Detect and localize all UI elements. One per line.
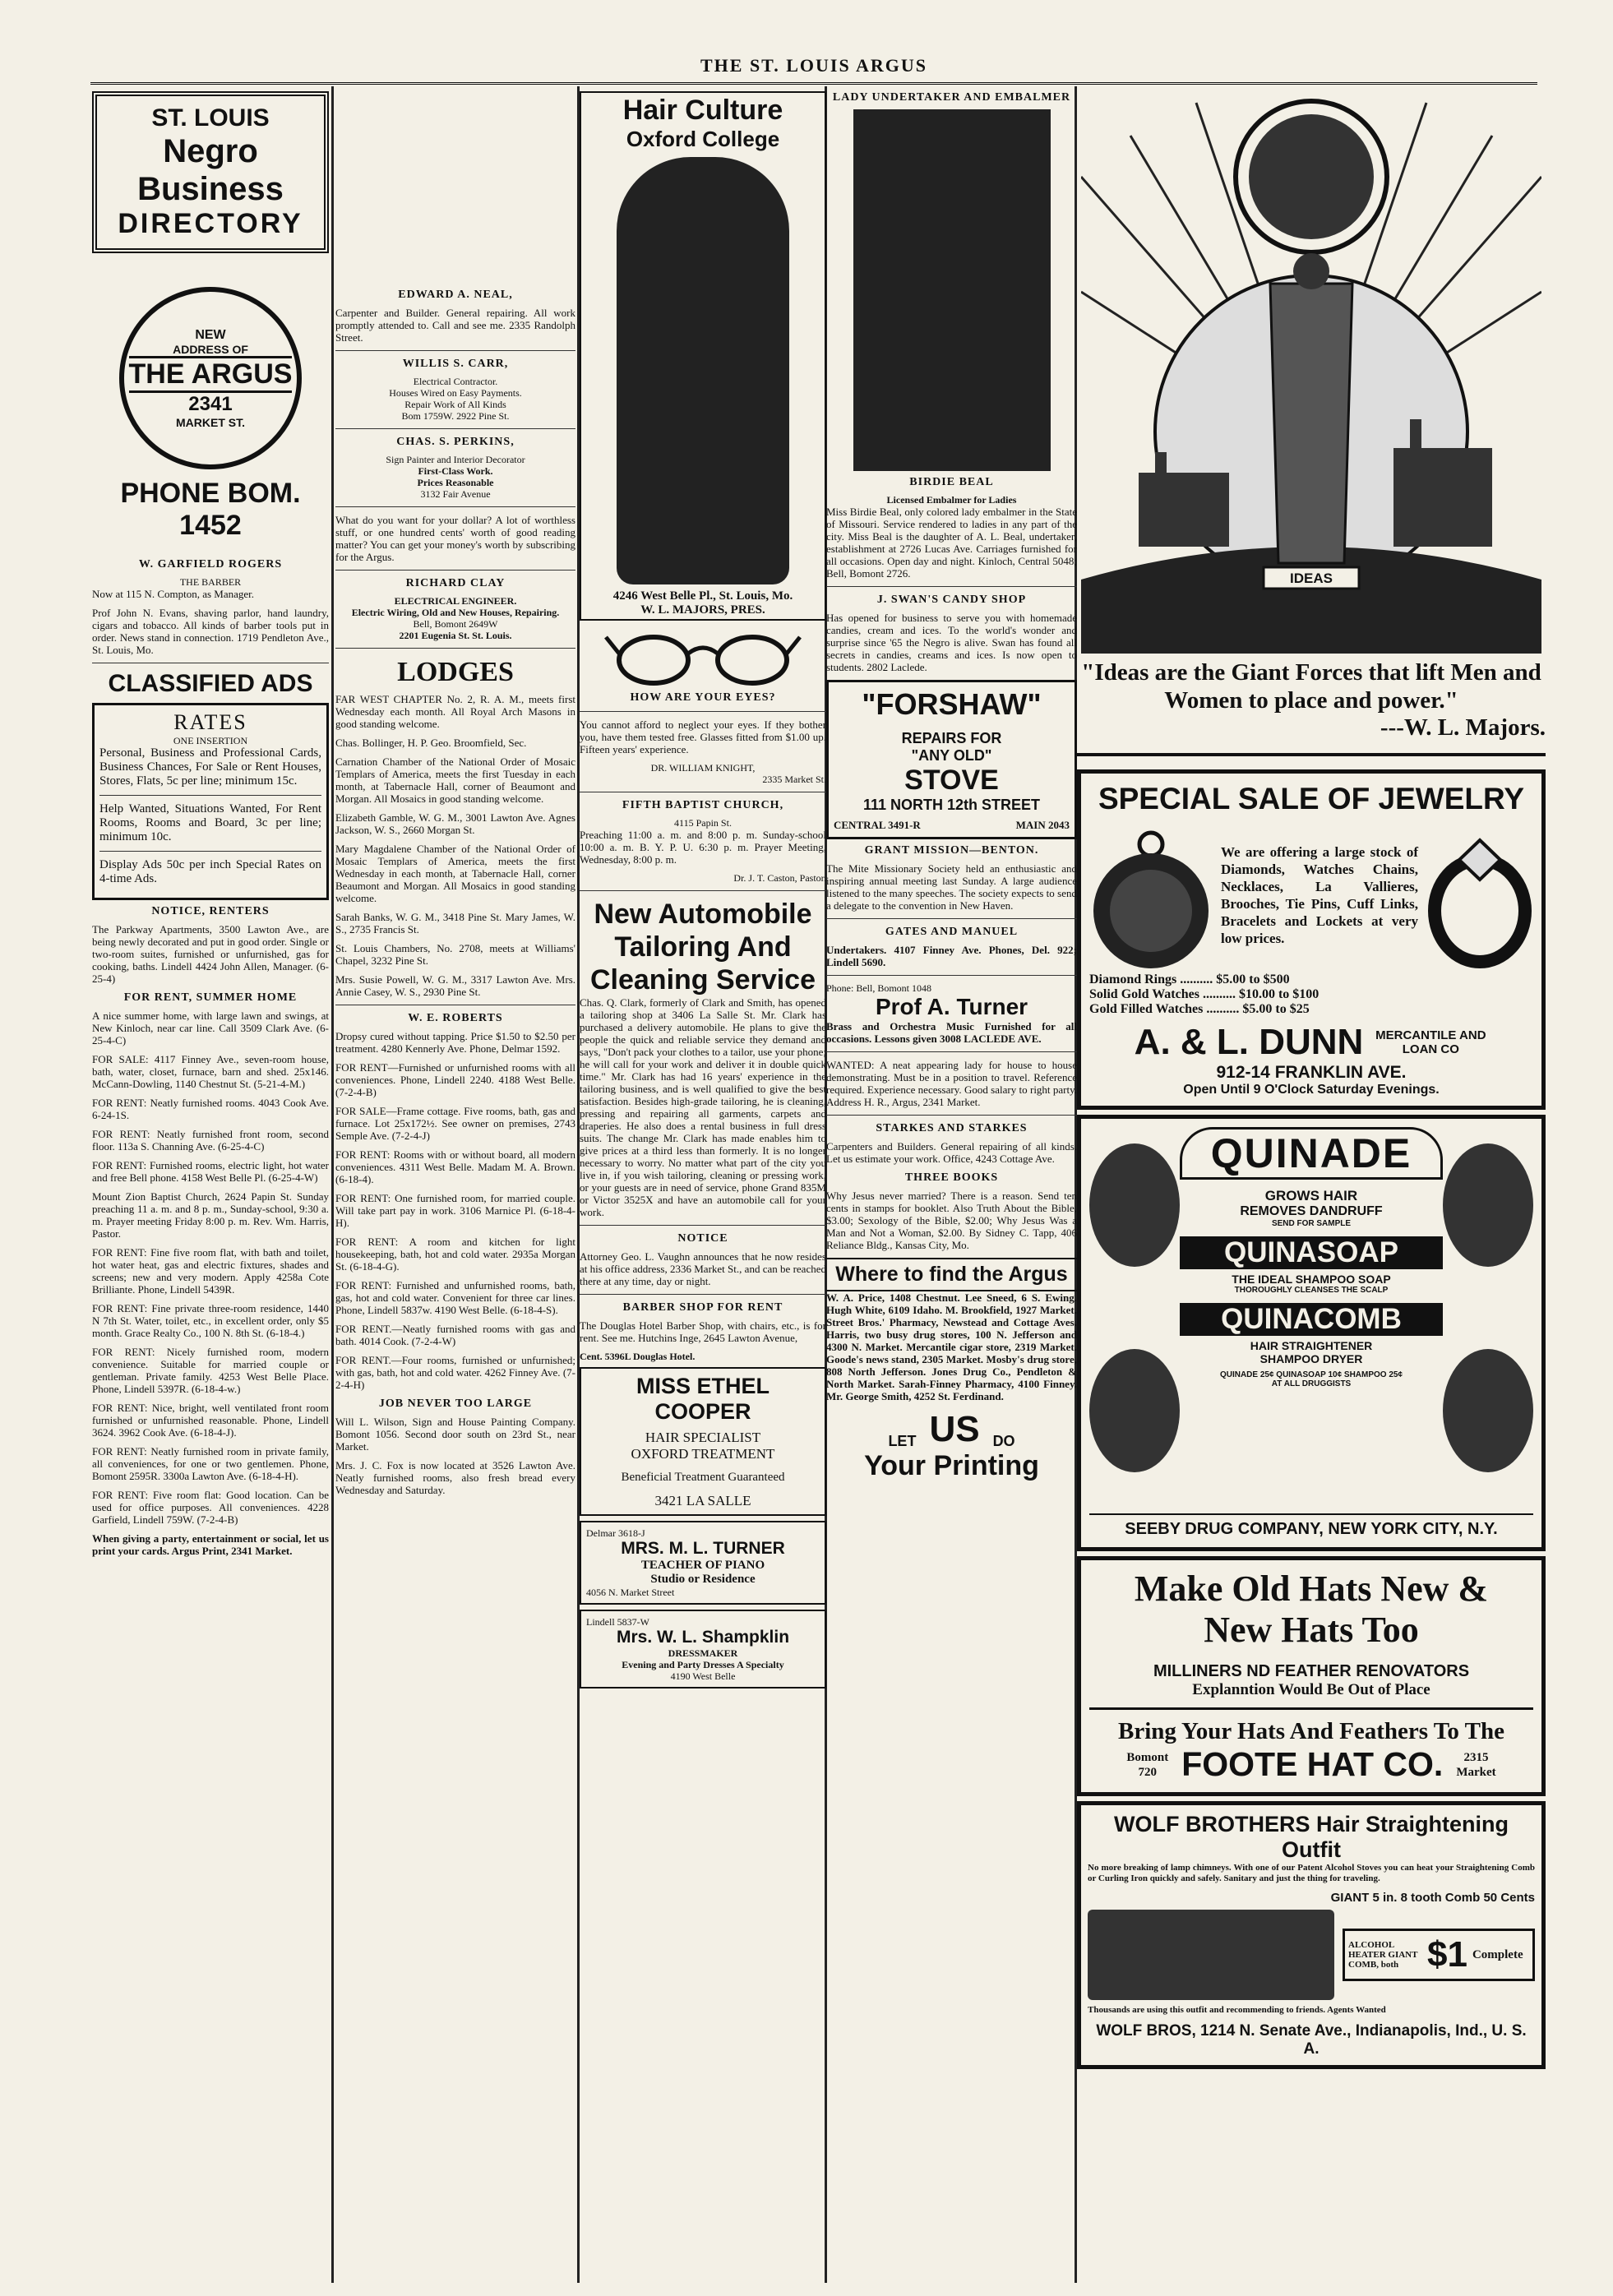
divider — [335, 506, 575, 507]
wolf-price: $1 — [1427, 1934, 1467, 1975]
divider — [826, 975, 1077, 976]
directory-subtitle: DIRECTORY — [118, 208, 303, 239]
shampklin-line: DRESSMAKER — [668, 1647, 738, 1659]
eyes-text: You cannot afford to neglect your eyes. If they bother you, have them tested free. Glasses fitted from $1.00 up. Fifteen years' experience. — [580, 718, 826, 755]
undertaker-text: Miss Birdie Beal, only colored lady embalmer in the State of Missouri. Service rendered to ladies in any part of the city. Miss Beal is the daughter of A. L. Beal, undertaker, establishment at 2726 Lucas Ave. Carriages furnished for all occasions. Open day and night. Kinloch, Central 5048; Bell, Bomont 2726. — [826, 506, 1077, 580]
classified-ad: FOR RENT: Nicely furnished room, modern convenience. Suitable for married couple or gentleman. Private family. 4253 West Belle Place. Phone, Lindell 5397R. (6-18-4-w.) — [92, 1346, 329, 1395]
classified-ad: FOR RENT.—Four rooms, furnished or unfurnished; with gas, bath, hot and cold water. 4262 Finney Ave. (7-2-4-H) — [335, 1354, 575, 1391]
turner-line: 4056 N. Market Street — [586, 1587, 675, 1598]
wolf-price-box — [1343, 1929, 1535, 1981]
quinade-title: QUINADE — [1180, 1127, 1443, 1180]
seal-address-of: ADDRESS OF — [173, 342, 248, 356]
auto-heading: Tailoring And — [614, 931, 792, 963]
books-title: THREE BOOKS — [904, 1171, 999, 1184]
gates-text: Undertakers. 4107 Finney Ave. Phones, Del. 922; Lindell 5690. — [826, 944, 1077, 968]
lodge-notice: Mary Magdalene Chamber of the National Order of Mosaic Templars of America, meets the first Wednesday in each month, at Tabernacle Hall, corner Beaumont and Morgan. All Mosaics in good standing welcome. — [335, 843, 575, 904]
lodge-notice: Carnation Chamber of the National Order of Mosaic Templars of America, meets the first Tuesday in each month, at Tabernacle Hall, corner of Beaumont and Morgan. All Mosaics in good standing welcome. — [335, 755, 575, 805]
classified-ad: FOR SALE: 4117 Finney Ave., seven-room house, bath, water, closet, furnace, barn and shed. 25x146. McCann-Dowling, 1140 Chestnut St. (5-21-4-M.) — [92, 1053, 329, 1090]
let-us-do — [826, 1409, 1077, 1450]
dropsy-text: Dropsy cured without tapping. Price $1.50 to $2.50 per treatment. 4280 Kennerly Ave. Phone, Delmar 1592. — [335, 1030, 575, 1055]
foote-address-line: 2315 — [1463, 1750, 1489, 1764]
forshaw-phones — [834, 819, 1070, 832]
classified-ad: FOR RENT: Rooms with or without board, all modern conveniences. 4311 West Belle. Madam M. A. Brown. (6-18-4). — [335, 1148, 575, 1185]
classified-ad: FOR RENT: Five room flat: Good location. Can be used for office purposes. All conveniences. 4228 Garfield, Lindell 759W. (7-2-4-B) — [92, 1489, 329, 1526]
starkes-text: Carpenters and Builders. General repairing of all kinds. Let us estimate your work. Office, 4243 Cottage Ave. — [826, 1140, 1077, 1165]
hair-culture-subtitle: Oxford College — [626, 127, 780, 151]
lodges-heading: LODGES — [397, 657, 514, 687]
roberts-name: W. E. ROBERTS — [408, 1012, 503, 1024]
divider — [826, 586, 1077, 587]
ideas-quote: "Ideas are the Giant Forces that lift Men and Women to place and power." — [1081, 659, 1541, 714]
rogers-text: Now at 115 N. Compton, as Manager. — [92, 588, 255, 600]
dunn-hours: Open Until 9 O'Clock Saturday Evenings. — [1183, 1083, 1440, 1097]
wolf-complete: Complete — [1472, 1947, 1523, 1961]
lodge-notice: St. Louis Chambers, No. 2708, meets at Williams' Chapel, 3232 Pine St. — [335, 942, 575, 967]
quinade-line: AT ALL DRUGGISTS — [1271, 1379, 1352, 1388]
dunn-name: A. & L. DUNN — [1134, 1022, 1364, 1062]
undertaker-sub: Licensed Embalmer for Ladies — [886, 494, 1017, 506]
classified-ad: FOR RENT: Furnished and unfurnished rooms, bath, gas, hot and cold water. Convenient for three car lines. Phone, Lindell 5837w. 4190 West Belle. (6-18-4-S). — [335, 1279, 575, 1316]
shampklin-line: Evening and Party Dresses A Specialty — [622, 1659, 784, 1670]
us-word: US — [929, 1409, 980, 1449]
rogers-role: THE BARBER — [179, 576, 242, 588]
undertaker-name: BIRDIE BEAL — [909, 476, 994, 488]
perkins-line: Sign Painter and Interior Decorator — [386, 454, 525, 465]
seal-street: MARKET ST. — [176, 415, 245, 429]
clay-name: RICHARD CLAY — [405, 577, 506, 589]
turner-line: TEACHER OF PIANO — [640, 1559, 765, 1572]
directory-city: ST. LOUIS — [151, 104, 270, 132]
eyes-title: HOW ARE YOUR EYES? — [630, 691, 776, 704]
dunn-address: 912-14 FRANKLIN AVE. — [1216, 1063, 1407, 1082]
foote-phone-line: Bomont — [1126, 1750, 1169, 1764]
clay-line: Bell, Bomont 2649W — [413, 618, 498, 630]
books-text: Why Jesus never married? There is a reason. Send ten cents in stamps for booklet. Also Truth About the Bible, $3.00; Sexology of the Bible, $2.00; Why Jesus Was a Man and Not a Woman, $2.00. By Sidney C. Tapp, 406 Reliance Bldg., Kansas City, Mo. — [826, 1190, 1077, 1251]
starkes-title: STARKES AND STARKES — [876, 1122, 1028, 1134]
do-word: DO — [992, 1433, 1015, 1449]
quinade-footer: SEEBY DRUG COMPANY, NEW YORK CITY, N.Y. — [1089, 1513, 1533, 1539]
forshaw-line: "ANY OLD" — [911, 747, 992, 764]
divider — [99, 795, 321, 796]
hair-culture-president: W. L. MAJORS, PRES. — [640, 603, 765, 617]
jewelry-title: SPECIAL SALE OF JEWELRY — [1098, 782, 1525, 815]
dunn-firm — [1089, 1022, 1533, 1063]
hair-culture-ad — [580, 91, 826, 621]
shampklin-ad — [580, 1610, 826, 1689]
wanted-text: WANTED: A neat appearing lady for house to house demonstrating. Must be in a position to travel. Reference required. Experience necessary. Good salary to right party. Address H. R., Argus, 2341 Market. — [826, 1059, 1077, 1108]
grant-text: The Mite Missionary Society held an enthusiastic and inspiring annual meeting last Sunday. A large audience listened to the many speeches. The society expects to send a delegate to the convention in New Haven. — [826, 862, 1077, 912]
seal-name: THE ARGUS — [129, 356, 293, 393]
classified-ad: When giving a party, entertainment or social, let us print your cards. Argus Print, 2341 Market. — [92, 1532, 329, 1557]
page-header: THE ST. LOUIS ARGUS — [90, 51, 1537, 85]
classified-ad: FOR RENT: Nice, bright, well ventilated front room furnished or unfurnished reasonable. Phone, Lindell 3624. 3962 Cook Ave. (6-18-4-J). — [92, 1402, 329, 1439]
classified-ad: FOR RENT: Fine private three-room residence, 1440 N 7th St. Water, toilet, etc., in excellent order, only $5 month. Grace Realty Co., 100 N. 8th St. (6-18-4.) — [92, 1302, 329, 1339]
hats-line: Explanntion Would Be Out of Place — [1192, 1681, 1430, 1698]
cooper-name: MISS ETHEL COOPER — [635, 1374, 770, 1424]
church-name: FIFTH BAPTIST CHURCH, — [622, 799, 784, 811]
wolf-body — [1088, 1910, 1535, 2000]
hats-line: MILLINERS ND FEATHER RENOVATORS — [1153, 1662, 1470, 1680]
hair-culture-title: Hair Culture — [622, 95, 783, 126]
turner-ad — [580, 1521, 826, 1605]
auto-text: Chas. Q. Clark, formerly of Clark and Smith, has opened a tailoring shop at 3406 La Salle St. Mr. Clark has purchased a delivery automobile. He plans to give the people the quick and reliable service they demand and says, "Don't pack your clothes to a tailor, use your phone; he will call for your work and deliver it in double quick time." Mr. Clark has had 16 years' experience in the tailoring business, and is well qualified to give the best satisfaction. Besides high-grade tailoring, he is cleaning, pressing and repairing all garments, carpets and draperies. He also does a rental business in full dress suits. The change Mr. Clark has made enables him to give prices at a third less than formerly. It is no longer necessary to worry. No matter what part of the city you live in, if you wish tailoring, cleaning or pressing work, or your guests are in need of service, phone Grand 835M or Victor 3525X and have an automobile call for your work. — [580, 996, 826, 1218]
seal-number: 2341 — [188, 392, 233, 415]
divider — [99, 851, 321, 852]
lodge-signers: Sarah Banks, W. G. M., 3418 Pine St. Mary James, W. S., 2735 Francis St. — [335, 911, 575, 935]
hair-culture-address: 4246 West Belle Pl., St. Louis, Mo. — [612, 589, 793, 603]
rogers-name: W. GARFIELD ROGERS — [138, 558, 283, 571]
hats-headline: Make Old Hats New & — [1134, 1568, 1489, 1609]
prof-phone: Phone: Bell, Bomont 1048 — [826, 982, 932, 994]
undertaker-title: LADY UNDERTAKER AND EMBALMER — [832, 91, 1071, 104]
rates-c: Display Ads 50c per inch Special Rates on 4-time Ads. — [99, 858, 321, 885]
ring-icon — [1426, 829, 1533, 968]
quinasoap: QUINASOAP — [1180, 1236, 1443, 1269]
classified-ad: FOR RENT: One furnished room, for married couple. Will take part pay in work. 3106 Marnice Pl. (6-18-4-H). — [335, 1192, 575, 1229]
quinade-center — [1180, 1127, 1443, 1388]
portrait-woman — [1443, 1349, 1533, 1472]
auto-heading: Cleaning Service — [589, 964, 816, 996]
quinade-line: REMOVES DANDRUFF — [1240, 1204, 1383, 1218]
where-text: W. A. Price, 1408 Chestnut. Lee Sneed, 6 S. Ewing. Hugh White, 6109 Idaho. M. Brookfield, 1927 Market. Street Bros.' Pharmacy, Newstead and Cottage Aves. Harris, two busy drug stores, 100 N. Jefferson and 4300 N. Market. Mercantile cigar store, 2319 Market. Goode's news stand, 2305 Market. Mosby's drug store, 808 North Jefferson. Jones Drug Co., Pendleton & North Market. Sarah-Finney Pharmacy, 4100 Finney. Mr. George Smith, 4252 St. Ferdinand. — [826, 1291, 1077, 1402]
notice-renters-text: The Parkway Apartments, 3500 Lawton Ave., are being newly decorated and put in good order. Single or two-room suites, furnished or unfurnished, gas for cooking, baths. Lindell 4424 John Allen, Manager. (6-25-4) — [92, 923, 329, 985]
carr-line: Electrical Contractor. — [413, 376, 498, 387]
foote-address-line: Market — [1456, 1765, 1496, 1779]
cooper-line: OXFORD TREATMENT — [631, 1446, 775, 1462]
turner-phone: Delmar 3618-J — [586, 1527, 645, 1539]
divider — [335, 350, 575, 351]
divider — [580, 1225, 826, 1226]
cooper-line: Beneficial Treatment Guaranteed — [621, 1471, 785, 1484]
perkins-line: First-Class Work. — [418, 465, 493, 477]
classified-ad: FOR RENT: Furnished rooms, electric light, hot water and free Bell phone. 4158 West Belle Pl. (6-25-4-W) — [92, 1159, 329, 1184]
ideas-illustration — [1081, 86, 1541, 654]
jewelry-price: Diamond Rings .......... $5.00 to $500 — [1089, 972, 1290, 986]
summer-home-text: A nice summer home, with large lawn and swings, at New Kinloch, near car line. Call 3509 Clark Ave. (6-25-4-C) — [92, 1009, 329, 1046]
pocket-watch-icon — [1089, 825, 1213, 972]
wolf-subtitle: No more breaking of lamp chimneys. With one of our Patent Alcohol Stoves you can heat your Straightening Comb or Curling Iron quickly and safely. Sanitary and just the thing for traveling. — [1088, 1863, 1535, 1883]
rates-sub: ONE INSERTION — [173, 735, 248, 746]
prof-text: Brass and Orchestra Music Furnished for all occasions. Lessons given 3008 LACLEDE AVE. — [826, 1020, 1077, 1045]
carr-line: Bom 1759W. 2922 Pine St. — [401, 410, 510, 422]
notice-text: Attorney Geo. L. Vaughn announces that he now resides at his office address, 2336 Market St., and can be reached there at any time, day or night. — [580, 1250, 826, 1287]
portrait-woman — [1443, 1143, 1533, 1267]
foote-phone — [1126, 1750, 1168, 1780]
lodge-signers: Chas. Bollinger, H. P. Geo. Broomfield, Sec. — [335, 737, 527, 749]
shampklin-name: Mrs. W. L. Shampklin — [616, 1628, 790, 1647]
quinade-body — [1089, 1127, 1533, 1513]
quinade-line: HAIR STRAIGHTENER — [1250, 1339, 1373, 1352]
job-text: Will L. Wilson, Sign and House Painting Company. Bomont 1056. Second door south on 23rd St., near Market. — [335, 1416, 575, 1453]
quinade-line: SEND FOR SAMPLE — [1271, 1219, 1352, 1228]
cooper-line: HAIR SPECIALIST — [645, 1430, 761, 1445]
your-printing: Your Printing — [864, 1450, 1039, 1481]
eyes-doctor: DR. WILLIAM KNIGHT, — [650, 762, 756, 774]
forshaw-line: REPAIRS FOR — [901, 730, 1002, 746]
turner-name: MRS. M. L. TURNER — [621, 1539, 785, 1558]
birdie-beal-photo — [853, 109, 1051, 471]
where-title: Where to find the Argus — [826, 1258, 1077, 1291]
auto-heading: New Automobile — [594, 899, 812, 930]
divider — [580, 711, 826, 712]
forshaw-address: 111 NORTH 12th STREET — [862, 797, 1041, 813]
rates-box — [92, 703, 329, 900]
carr-line: Repair Work of All Kinds — [404, 399, 506, 410]
foote-hat-ad — [1077, 1556, 1546, 1796]
quinade-line: GROWS HAIR — [1264, 1188, 1358, 1203]
column-rule — [331, 86, 334, 2283]
gates-title: GATES AND MANUEL — [885, 926, 1019, 938]
rates-b: Help Wanted, Situations Wanted, For Rent Rooms, Rooms and Board, 3c per line; minimum 10c. — [99, 802, 321, 843]
quinacomb: QUINACOMB — [1180, 1303, 1443, 1336]
classified-ad: FOR RENT.—Neatly furnished rooms with gas and bath. 4014 Cook. (7-2-4-W) — [335, 1323, 575, 1347]
rates-a: Personal, Business and Professional Cards, Business Chances, For Sale or Rent Houses, Stores, Flats, 5c per line; minimum 15c. — [99, 746, 321, 788]
hats-headline: New Hats Too — [1204, 1610, 1419, 1650]
directory-title: Negro Business — [137, 133, 284, 207]
divider — [1089, 1707, 1533, 1710]
jewelry-ad — [1077, 769, 1546, 1110]
classified-ad: FOR RENT—Furnished or unfurnished rooms with all conveniences. Phone, Lindell 2240. 4188 West Belle. (7-2-4-B) — [335, 1061, 575, 1098]
clay-line: 2201 Eugenia St. St. Louis. — [399, 630, 512, 641]
forshaw-ad — [826, 680, 1077, 839]
divider — [826, 1051, 1077, 1052]
notice-title: NOTICE — [677, 1232, 728, 1245]
classified-ad: FOR RENT: Neatly furnished front room, second floor. 113a S. Channing Ave. (6-25-4-C) — [92, 1128, 329, 1153]
shampklin-phone: Lindell 5837-W — [586, 1616, 649, 1628]
forshaw-line: STOVE — [904, 765, 999, 796]
jewelry-price: Solid Gold Watches .......... $10.00 to $100 — [1089, 987, 1320, 1001]
column-5 — [1077, 86, 1546, 2283]
hair-photo — [617, 157, 789, 584]
wolf-footer: WOLF BROS, 1214 N. Senate Ave., Indianapolis, Ind., U. S. A. — [1096, 2022, 1527, 2058]
job-title: JOB NEVER TOO LARGE — [378, 1397, 533, 1410]
dollar-text: What do you want for your dollar? A lot of worthless stuff, or one hundred cents' worth of good reading matter? You can get your money's worth by subscribing for the Argus. — [335, 514, 575, 563]
perkins-line: Prices Reasonable — [417, 477, 494, 488]
wolf-heater: ALCOHOL HEATER GIANT COMB, both — [1348, 1940, 1418, 1970]
shampklin-line: 4190 West Belle — [670, 1670, 736, 1682]
forshaw-name: "FORSHAW" — [862, 687, 1042, 721]
clay-line: ELECTRICAL ENGINEER. — [394, 595, 517, 607]
divider — [580, 890, 826, 891]
classified-ad: FOR RENT: Neatly furnished room in private family, all conveniences, for one or two gentlemen. Phone, Bomont 2595R. 3300a Lawton Ave. (6-18-4-H). — [92, 1445, 329, 1482]
neal-name: EDWARD A. NEAL, — [398, 289, 513, 301]
column-2 — [335, 284, 575, 2273]
business-directory-banner — [92, 91, 329, 253]
carr-line: Houses Wired on Easy Payments. — [389, 387, 522, 399]
divider — [826, 918, 1077, 919]
classified-ad: FOR RENT: Neatly furnished rooms. 4043 Cook Ave. 6-24-1S. — [92, 1097, 329, 1121]
ideas-sunburst-graphic — [1081, 86, 1541, 654]
classified-ad: FOR RENT: A room and kitchen for light housekeeping, bath, hot and cold water. 2935a Morgan St. (6-18-4-G). — [335, 1236, 575, 1273]
divider — [580, 1294, 826, 1295]
classified-ad: FOR SALE—Frame cottage. Five rooms, bath, gas and furnace. Lot 25x172½. See owner on premises, 2743 Semple Ave. (7-2-4-J) — [335, 1105, 575, 1142]
quinade-ad — [1077, 1115, 1546, 1551]
straightening-comb-illustration — [1088, 1910, 1334, 2000]
divider — [335, 648, 575, 649]
barber-foot: Cent. 5396L Douglas Hotel. — [580, 1351, 696, 1362]
column-1-body — [92, 284, 329, 2273]
portrait-man — [1089, 1143, 1180, 1267]
quinade-line: SHAMPOO DRYER — [1259, 1352, 1363, 1365]
church-address: 4115 Papin St. — [674, 817, 732, 829]
classified-ad: FOR RENT: Fine five room flat, with bath and toilet, hot water heat, gas and electric fixtures, shades and screens; new and very modern. Apply 4258a Cote Brilliante. Phone, Lindell 5439R. — [92, 1246, 329, 1296]
seal-new: NEW — [195, 327, 226, 342]
divider — [335, 428, 575, 429]
forshaw-phone: CENTRAL 3491-R — [834, 819, 921, 831]
foote-address — [1456, 1750, 1495, 1780]
divider — [1077, 753, 1546, 756]
notice-renters-title: NOTICE, RENTERS — [151, 905, 270, 917]
foote-phone-line: 720 — [1138, 1765, 1158, 1779]
clay-line: Electric Wiring, Old and New Houses, Repairing. — [351, 607, 560, 618]
lodge-signers: Elizabeth Gamble, W. G. M., 3001 Lawton Ave. Agnes Jackson, W. S., 2660 Morgan St. — [335, 811, 575, 836]
let-word: LET — [888, 1433, 917, 1449]
church-text: Preaching 11:00 a. m. and 8:00 p. m. Sunday-school 10:00 a. m. B. Y. P. U. 6:30 p. m. Prayer Meeting, Wednesday, 8:00 p. m. — [580, 829, 826, 866]
foote-name: FOOTE HAT CO. — [1181, 1745, 1444, 1783]
portrait-man — [1089, 1349, 1180, 1472]
barber-text: The Douglas Hotel Barber Shop, with chairs, etc., is for rent. See me. Hutchins Inge, 2645 Lawton Avenue, — [580, 1319, 826, 1344]
lodge-signers: Mrs. Susie Powell, W. G. M., 3317 Lawton Ave. Mrs. Annie Casey, W. S., 2930 Pine St. — [335, 973, 575, 998]
hats-line: Bring Your Hats And Feathers To The — [1117, 1718, 1504, 1744]
ideas-label: IDEAS — [1290, 571, 1333, 586]
wolf-brothers-ad — [1077, 1801, 1546, 2069]
divider — [826, 1115, 1077, 1116]
wolf-agents: Thousands are using this outfit and recommending to friends. Agents Wanted — [1088, 2005, 1386, 2015]
wolf-giant-comb: GIANT 5 in. 8 tooth Comb 50 Cents — [1330, 1891, 1535, 1905]
forshaw-phone: MAIN 2043 — [1015, 819, 1070, 831]
eyes-address: 2335 Market St. — [762, 774, 826, 785]
summer-home-title: FOR RENT, SUMMER HOME — [123, 991, 298, 1004]
barber-title: BARBER SHOP FOR RENT — [622, 1301, 783, 1314]
classified-heading: CLASSIFIED ADS — [108, 670, 313, 697]
quinade-line: THE IDEAL SHAMPOO SOAP — [1232, 1273, 1391, 1286]
perkins-name: CHAS. S. PERKINS, — [396, 436, 515, 448]
neal-text: Carpenter and Builder. General repairing. All work promptly attended to. Call and see me. 2335 Randolph Street. — [335, 307, 575, 344]
cooper-ad — [580, 1367, 826, 1516]
column-3 — [580, 86, 826, 2283]
swan-text: Has opened for business to serve you with homemade candies, cream and ices. To the world's wonder and surprise since '65 the Negro is alive. Swan has found all secrets in candies, creams and ices. Is now open to students. 2802 Laclede. — [826, 612, 1077, 673]
argus-phone: PHONE BOM. 1452 — [120, 478, 301, 541]
church-pastor: Dr. J. T. Caston, Pastor. — [733, 872, 826, 884]
perkins-line: 3132 Fair Avenue — [420, 488, 491, 500]
swan-title: J. SWAN'S CANDY SHOP — [876, 594, 1027, 606]
jewelry-body — [1089, 825, 1533, 972]
column-4 — [826, 86, 1077, 2283]
lodge-notice: FAR WEST CHAPTER No. 2, R. A. M., meets first Wednesday each month. All Royal Arch Masons in good standing welcome. — [335, 693, 575, 730]
grant-title: GRANT MISSION—BENTON. — [864, 844, 1039, 857]
evans-text: Prof John N. Evans, shaving parlor, hand laundry, cigars and tobacco. All kinds of barber tools put in order. News stand in connection. 1719 Pendleton Ave., St. Louis, Mo. — [92, 607, 329, 656]
eyeglasses-icon — [604, 629, 802, 686]
ideas-attribution: ---W. L. Majors. — [1380, 714, 1546, 741]
foote-name-row — [1089, 1745, 1533, 1784]
wolf-title: WOLF BROTHERS Hair Straightening Outfit — [1113, 1812, 1509, 1862]
jewelry-text: We are offering a large stock of Diamonds, Watches Chains, Necklaces, La Vallieres, Brooches, Tie Pins, Cuff Links, Bracelets and Lockets at very low prices. — [1221, 844, 1418, 946]
rates-title: RATES — [173, 710, 247, 734]
dunn-subtitle: MERCANTILE AND LOAN CO — [1375, 1028, 1486, 1056]
jewelry-price: Gold Filled Watches .......... $5.00 to $25 — [1089, 1002, 1310, 1016]
argus-address-seal — [119, 287, 302, 469]
quinade-prices: QUINADE 25¢ QUINASOAP 10¢ SHAMPOO 25¢ — [1219, 1370, 1403, 1379]
prof-name: Prof A. Turner — [875, 994, 1028, 1019]
turner-line: Studio or Residence — [650, 1573, 756, 1586]
cooper-line: 3421 LA SALLE — [654, 1493, 751, 1508]
divider — [335, 570, 575, 571]
carr-name: WILLIS S. CARR, — [402, 358, 509, 370]
quinade-line: THOROUGHLY CLEANSES THE SCALP — [1234, 1286, 1389, 1295]
fox-text: Mrs. J. C. Fox is now located at 3526 Lawton Ave. Neatly furnished rooms, also fresh bread every Wednesday and Saturday. — [335, 1459, 575, 1496]
classified-ad: Mount Zion Baptist Church, 2624 Papin St. Sunday preaching 11 a. m. and 8 p. m., Sunday-school, 9:30 a. m. Prayer meeting Friday 8:00 p. m. Rev. Wm. Harris, Pastor. — [92, 1190, 329, 1240]
